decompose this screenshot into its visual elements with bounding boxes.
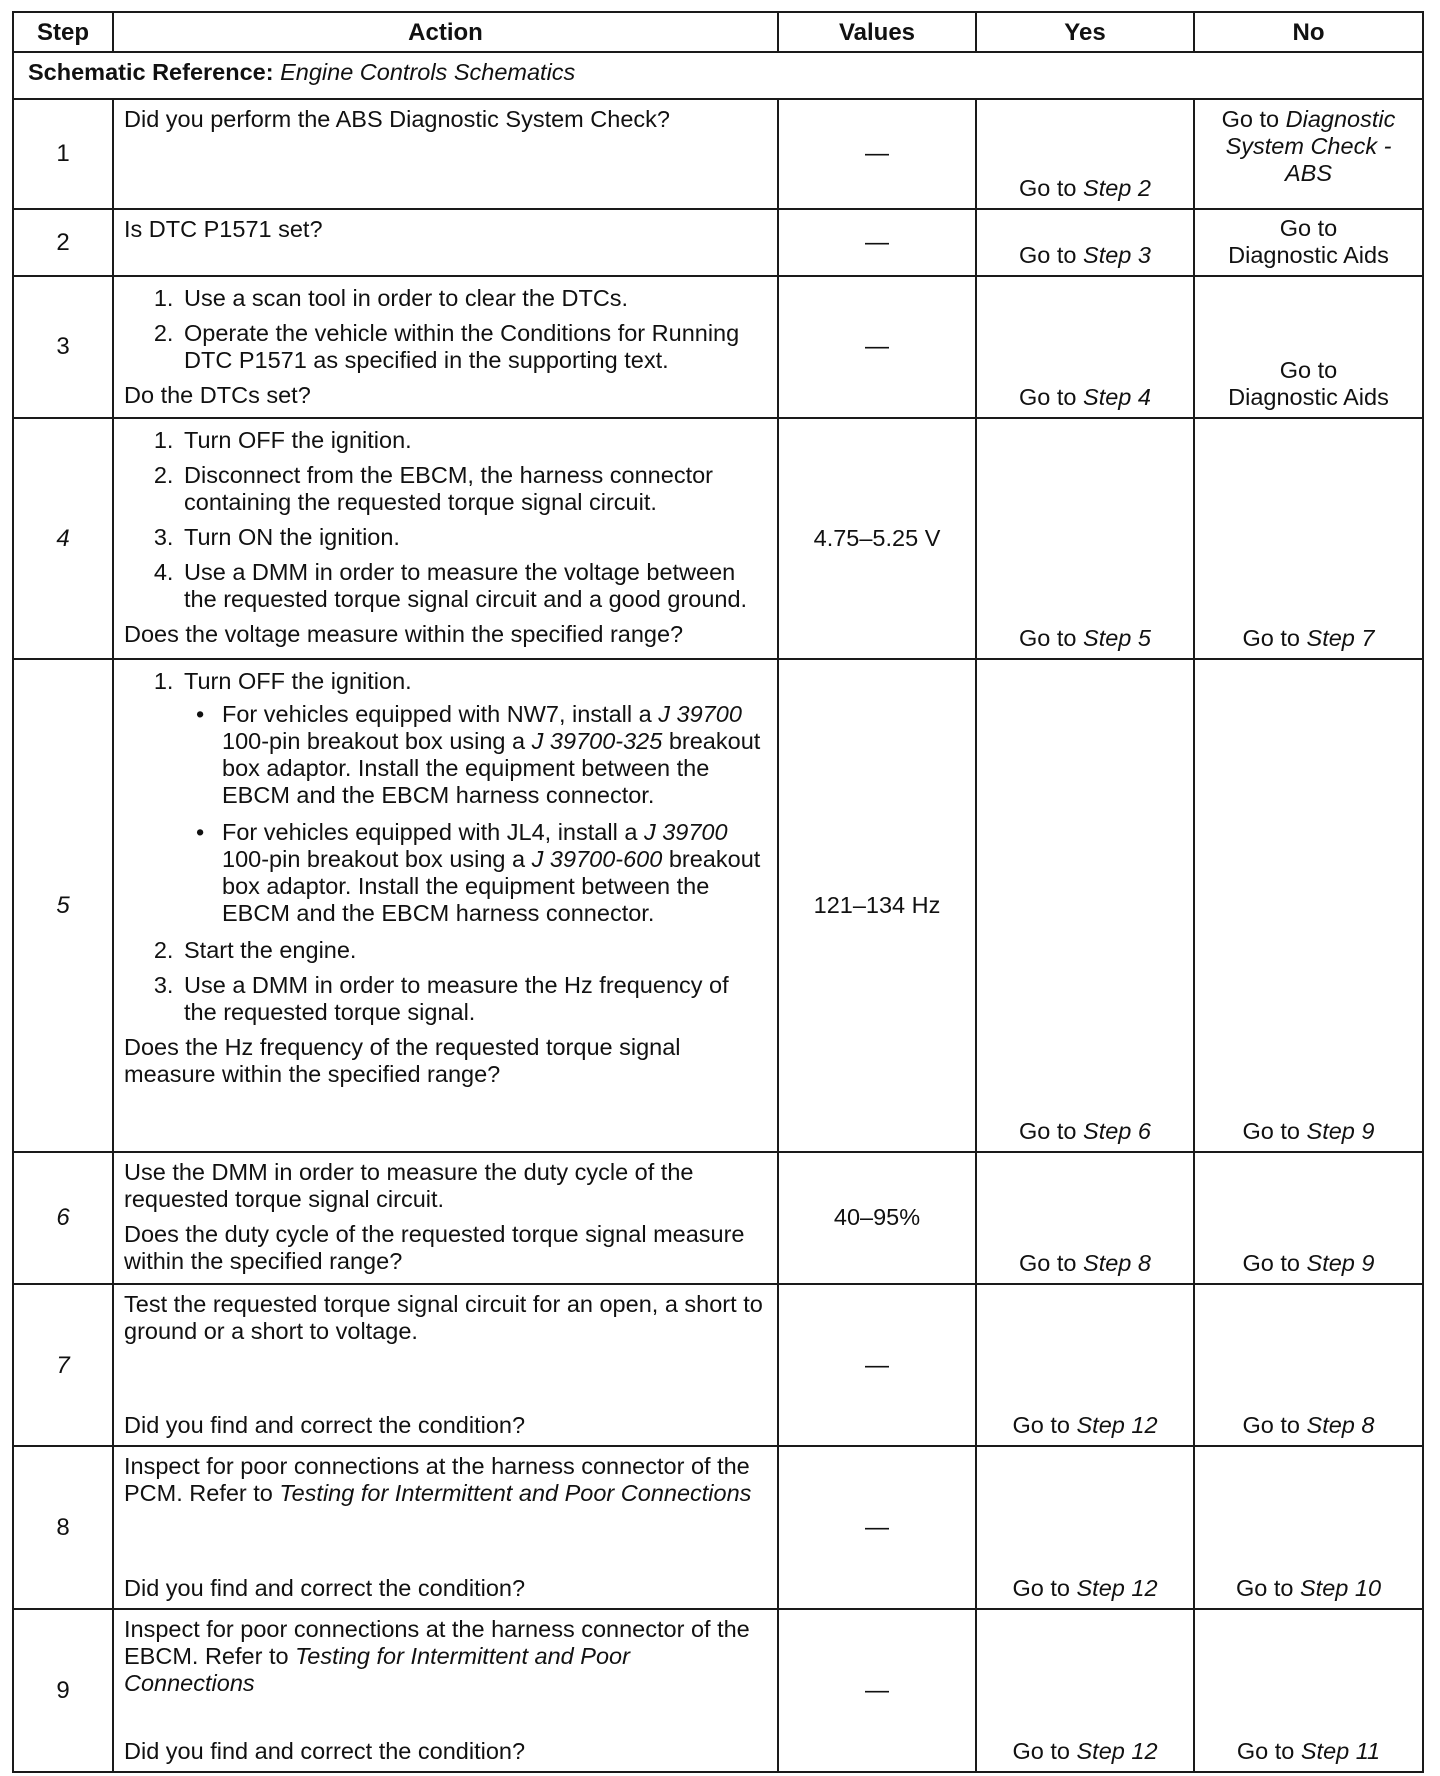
schematic-link[interactable]: Engine Controls Schematics bbox=[280, 59, 576, 85]
action-cell bbox=[113, 99, 778, 209]
action-cell bbox=[113, 659, 778, 1151]
step-number: 5 bbox=[13, 659, 113, 1151]
action-steps bbox=[124, 427, 767, 613]
action-cell bbox=[113, 276, 778, 418]
action-cell bbox=[113, 1446, 778, 1609]
yes-cell[interactable]: Go to Step 2 bbox=[976, 99, 1194, 209]
schematic-reference bbox=[13, 52, 1423, 99]
header-row bbox=[13, 12, 1423, 52]
value-cell: — bbox=[778, 99, 976, 209]
sub-step: • For vehicles equipped with NW7, install a J 39700 100-pin breakout box using a J 39700-325 breakout box adaptor. Install the equipment between the EBCM and the EBCM harness connector. bbox=[218, 701, 767, 809]
step-number: 2 bbox=[13, 209, 113, 276]
action-text: Inspect for poor connections at the harness connector of the EBCM. Refer to Testing for Intermittent and Poor Connections bbox=[124, 1616, 750, 1697]
table-row bbox=[13, 659, 1423, 1151]
action-text: Inspect for poor connections at the harness connector of the PCM. Refer to Testing for Intermittent and Poor Connections bbox=[124, 1453, 752, 1507]
table-row bbox=[13, 1609, 1423, 1772]
action-question: Did you find and correct the condition? bbox=[124, 1412, 526, 1439]
schematic-label: Schematic Reference: bbox=[28, 59, 274, 85]
action-step: 2. Start the engine. bbox=[180, 937, 767, 964]
action-step: 1. Turn OFF the ignition. bbox=[180, 427, 767, 454]
step-number: 3 bbox=[13, 276, 113, 418]
value-cell: 40–95% bbox=[778, 1152, 976, 1284]
yes-cell[interactable]: Go to Step 8 bbox=[976, 1152, 1194, 1284]
action-step: 3. Use a DMM in order to measure the Hz frequency of the requested torque signal. bbox=[180, 972, 767, 1026]
step-number: 9 bbox=[13, 1609, 113, 1772]
header-action: Action bbox=[113, 12, 778, 52]
table-row bbox=[13, 1152, 1423, 1284]
table-row bbox=[13, 1446, 1423, 1609]
table-row bbox=[13, 418, 1423, 659]
step-number: 1 bbox=[13, 99, 113, 209]
no-cell[interactable]: Go to Step 10 bbox=[1194, 1446, 1423, 1609]
yes-cell[interactable]: Go to Step 3 bbox=[976, 209, 1194, 276]
table-row bbox=[13, 1284, 1423, 1447]
no-cell[interactable]: Go to Diagnostic Aids bbox=[1194, 276, 1423, 418]
action-step: 2. Disconnect from the EBCM, the harness connector containing the requested torque signal circuit. bbox=[180, 462, 767, 516]
action-step: 4. Use a DMM in order to measure the voltage between the requested torque signal circuit and a good ground. bbox=[180, 559, 767, 613]
sub-step: • For vehicles equipped with JL4, install a J 39700 100-pin breakout box using a J 39700-600 breakout box adaptor. Install the equipment between the EBCM and the EBCM harness connector. bbox=[218, 819, 767, 927]
action-step: 1. Turn OFF the ignition. • For vehicles equipped with NW7, install a J 39700 100-pin breakout box using a J 39700-325 breakout box adaptor. Install the equipment between the EBCM and the EBCM harness connector. • For vehicles equipped with JL4, install a J 39700 100-pin breakout box using a J 39700-600 breakout box adaptor. Install the equipment between the EBCM and the EBCM harness connector. bbox=[180, 668, 767, 927]
header-values: Values bbox=[778, 12, 976, 52]
header-no: No bbox=[1194, 12, 1423, 52]
no-cell[interactable]: Go to Step 11 bbox=[1194, 1609, 1423, 1772]
action-text: Test the requested torque signal circuit for an open, a short to ground or a short to voltage. bbox=[124, 1290, 763, 1344]
tool-reference[interactable]: J 39700-325 bbox=[531, 728, 663, 755]
header-step: Step bbox=[13, 12, 113, 52]
action-text: Use the DMM in order to measure the duty cycle of the requested torque signal circuit. bbox=[124, 1158, 694, 1212]
action-cell bbox=[113, 209, 778, 276]
action-step: 2. Operate the vehicle within the Conditions for Running DTC P1571 as specified in the supporting text. bbox=[180, 320, 767, 374]
action-question: Does the voltage measure within the specified range? bbox=[124, 621, 684, 648]
step-number: 8 bbox=[13, 1446, 113, 1609]
no-cell[interactable]: Go to Step 8 bbox=[1194, 1284, 1423, 1447]
step-number: 4 bbox=[13, 418, 113, 659]
action-cell bbox=[113, 1284, 778, 1447]
step-number: 6 bbox=[13, 1152, 113, 1284]
table-row bbox=[13, 209, 1423, 276]
no-cell[interactable]: Go to Step 7 bbox=[1194, 418, 1423, 659]
tool-reference[interactable]: J 39700 bbox=[643, 819, 728, 846]
tool-reference[interactable]: J 39700-600 bbox=[531, 846, 663, 873]
table-row bbox=[13, 276, 1423, 418]
yes-cell[interactable]: Go to Step 12 bbox=[976, 1609, 1194, 1772]
no-cell[interactable]: Go to Diagnostic Aids bbox=[1194, 209, 1423, 276]
sub-steps bbox=[184, 701, 767, 927]
action-cell bbox=[113, 1609, 778, 1772]
step-number: 7 bbox=[13, 1284, 113, 1447]
header-yes: Yes bbox=[976, 12, 1194, 52]
action-cell bbox=[113, 418, 778, 659]
action-question: Does the Hz frequency of the requested torque signal measure within the specified range? bbox=[124, 1034, 681, 1088]
value-cell: — bbox=[778, 209, 976, 276]
no-cell[interactable]: Go to Step 9 bbox=[1194, 659, 1423, 1151]
no-cell[interactable]: Go to Diagnostic System Check - ABS bbox=[1194, 99, 1423, 209]
action-step: 3. Turn ON the ignition. bbox=[180, 524, 767, 551]
action-question: Do the DTCs set? bbox=[124, 381, 311, 408]
value-cell: 121–134 Hz bbox=[778, 659, 976, 1151]
yes-cell[interactable]: Go to Step 5 bbox=[976, 418, 1194, 659]
action-steps bbox=[124, 285, 767, 374]
reference-link[interactable]: Testing for Intermittent and Poor Connections bbox=[124, 1643, 630, 1697]
action-step: 1. Use a scan tool in order to clear the DTCs. bbox=[180, 285, 767, 312]
action-text: Did you perform the ABS Diagnostic System Check? bbox=[124, 105, 670, 132]
reference-link[interactable]: Testing for Intermittent and Poor Connections bbox=[279, 1480, 752, 1507]
action-question: Did you find and correct the condition? bbox=[124, 1575, 526, 1602]
diagnostic-table bbox=[12, 11, 1424, 1773]
yes-cell[interactable]: Go to Step 12 bbox=[976, 1284, 1194, 1447]
yes-cell[interactable]: Go to Step 6 bbox=[976, 659, 1194, 1151]
value-cell: 4.75–5.25 V bbox=[778, 418, 976, 659]
value-cell: — bbox=[778, 1609, 976, 1772]
action-cell bbox=[113, 1152, 778, 1284]
tool-reference[interactable]: J 39700 bbox=[658, 701, 742, 728]
action-text: Is DTC P1571 set? bbox=[124, 215, 323, 242]
value-cell: — bbox=[778, 276, 976, 418]
no-cell[interactable]: Go to Step 9 bbox=[1194, 1152, 1423, 1284]
yes-cell[interactable]: Go to Step 4 bbox=[976, 276, 1194, 418]
value-cell: — bbox=[778, 1284, 976, 1447]
schematic-reference-row bbox=[13, 52, 1423, 99]
action-question: Did you find and correct the condition? bbox=[124, 1738, 526, 1764]
action-question: Does the duty cycle of the requested torque signal measure within the specified range? bbox=[124, 1220, 745, 1274]
yes-cell[interactable]: Go to Step 12 bbox=[976, 1446, 1194, 1609]
table-row bbox=[13, 99, 1423, 209]
action-steps bbox=[124, 668, 767, 1026]
value-cell: — bbox=[778, 1446, 976, 1609]
